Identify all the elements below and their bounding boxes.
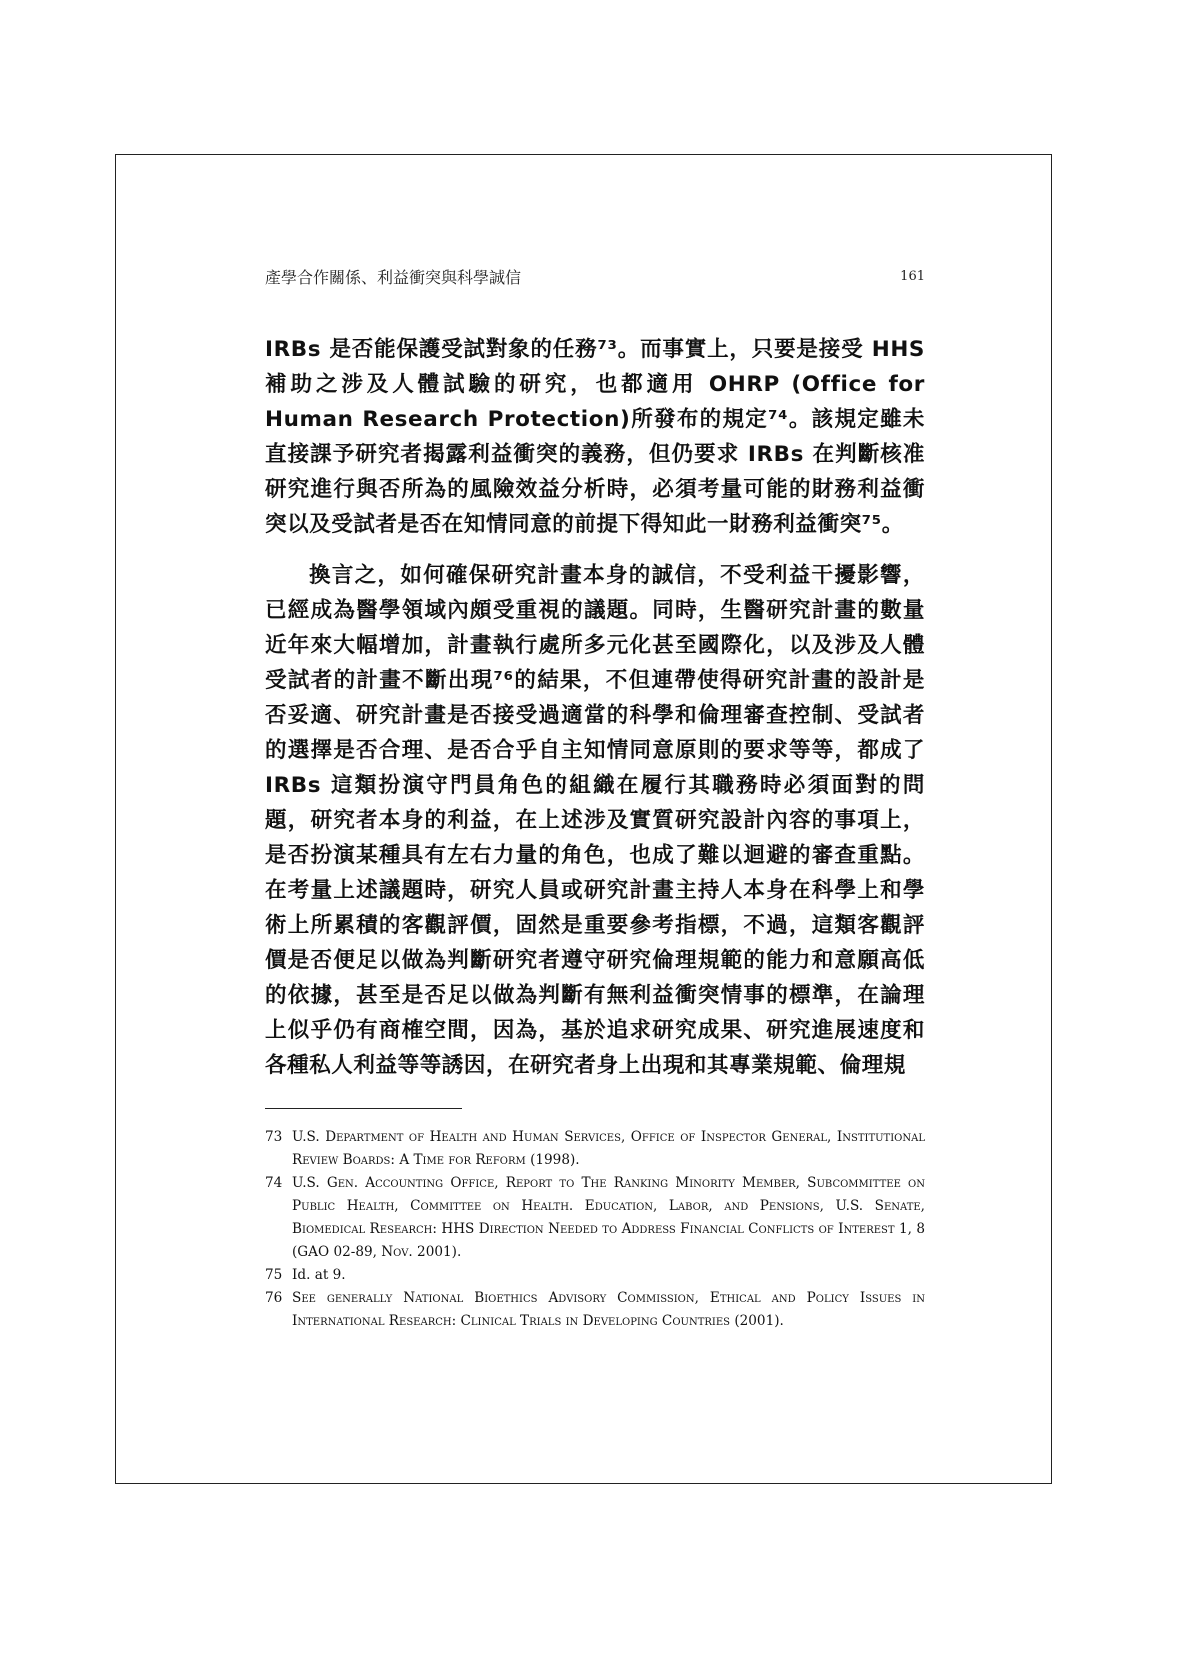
running-title: 產學合作關係、利益衝突與科學誠信 <box>265 267 522 287</box>
footnotes <box>265 1126 925 1333</box>
footnote <box>265 1126 925 1172</box>
page-number: 161 <box>900 268 925 284</box>
footnote-number: 73 <box>265 1129 283 1145</box>
footnote-text: Id. at 9. <box>292 1267 346 1283</box>
footnote <box>265 1287 925 1333</box>
body-paragraph: 換言之，如何確保研究計畫本身的誠信，不受利益干擾影響，已經成為醫學領域內頗受重視的議題。同時，生醫研究計畫的數量近年來大幅增加，計畫執行處所多元化甚至國際化，以及涉及人體受試者的計畫不斷出現⁷⁶的結果，不但連帶使得研究計畫的設計是否妥適、研究計畫是否接受過適當的科學和倫理審查控制、受試者的選擇是否合理、是否合乎自主知情同意原則的要求等等，都成了 IRBs 這類扮演守門員角色的組織在履行其職務時必須面對的問題，研究者本身的利益，在上述涉及實質研究設計內容的事項上，是否扮演某種具有左右力量的角色，也成了難以迴避的審查重點。在考量上述議題時，研究人員或研究計畫主持人本身在科學上和學術上所累積的客觀評價，固然是重要參考指標，不過，這類客觀評價是否便足以做為判斷研究者遵守研究倫理規範的能力和意願高低的依據，甚至是否足以做為判斷有無利益衝突情事的標準，在論理上似乎仍有商榷空間，因為，基於追求研究成果、研究進展速度和各種私人利益等等誘因，在研究者身上出現和其專業規範、倫理規 <box>265 563 925 1078</box>
main-text <box>265 332 925 1083</box>
footnote-number: 74 <box>265 1175 283 1191</box>
footnote-separator <box>265 1108 462 1109</box>
footnote-text: U.S. Gen. Accounting Office, Report to The Ranking Minority Member, Subcommittee on Public Health, Committee on Health. Education, Labor, and Pensions, U.S. Senate, Biomedical Research: HHS Direction Needed to Address Financial Conflicts of Interest 1, 8 (GAO 02-89, Nov. 2001). <box>292 1175 925 1260</box>
footnote <box>265 1264 925 1287</box>
running-header <box>265 264 925 288</box>
body-paragraph: IRBs 是否能保護受試對象的任務⁷³。而事實上，只要是接受 HHS 補助之涉及人體試驗的研究，也都適用 OHRP (Office for Human Research Protection)所發布的規定⁷⁴。該規定雖未直接課予研究者揭露利益衝突的義務，但仍要求 IRBs 在判斷核准研究進行與否所為的風險效益分析時，必須考量可能的財務利益衝突以及受試者是否在知情同意的前提下得知此一財務利益衝突⁷⁵。 <box>265 337 925 537</box>
footnote <box>265 1172 925 1264</box>
footnote-text: U.S. Department of Health and Human Services, Office of Inspector General, Institutional Review Boards: A Time for Reform (1998). <box>292 1129 925 1168</box>
footnote-number: 76 <box>265 1290 283 1306</box>
footnote-text: See generally National Bioethics Advisory Commission, Ethical and Policy Issues in International Research: Clinical Trials in Developing Countries (2001). <box>292 1290 925 1329</box>
footnote-number: 75 <box>265 1267 283 1283</box>
